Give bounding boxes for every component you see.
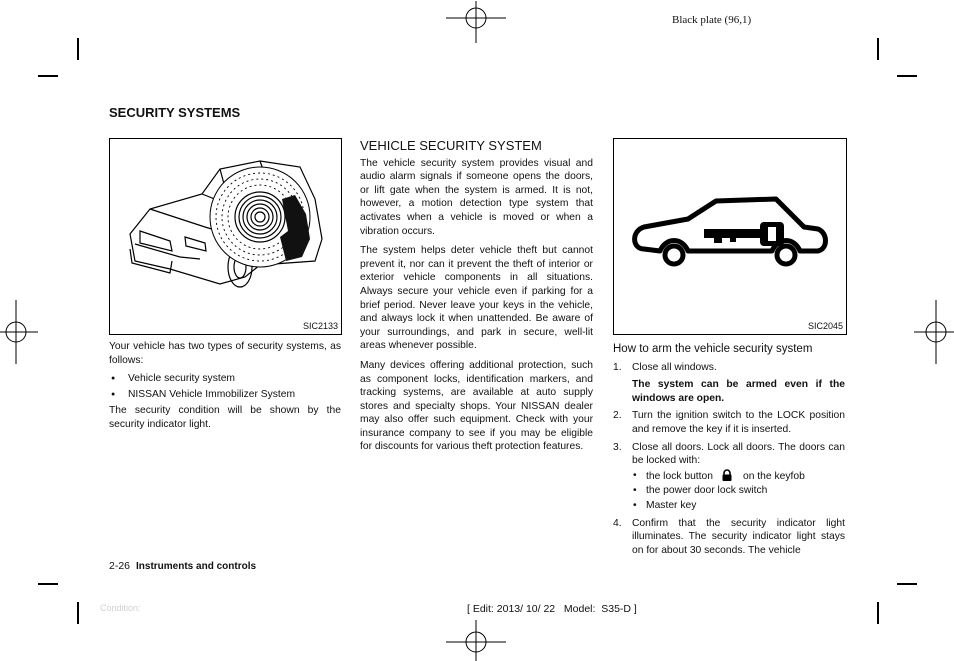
crop-mark [897, 583, 917, 585]
list-item [632, 469, 845, 484]
step-item [613, 517, 845, 558]
crop-mark [38, 75, 58, 77]
step-text: Turn the ignition switch to the LOCK position and remove the key if it is inserted. [632, 410, 845, 435]
intro-text: Your vehicle has two types of security systems, as follows: [109, 341, 341, 366]
crop-mark [77, 38, 79, 60]
registration-mark-right [914, 300, 954, 364]
crop-mark [38, 583, 58, 585]
registration-mark-top [446, 1, 506, 43]
security-types-list [109, 372, 341, 401]
step-item [613, 441, 845, 513]
figure-vehicle-security [109, 138, 342, 335]
lock-button-text: the lock button [646, 470, 713, 482]
figure-code: SIC2133 [302, 321, 338, 331]
step-number: 3. [613, 441, 622, 453]
list-item: ● NISSAN Vehicle Immobilizer System [109, 388, 341, 402]
registration-mark-left [0, 300, 38, 364]
step-text: Close all doors. Lock all doors. The doors can be locked with: [632, 441, 845, 467]
paragraph: The system helps deter vehicle theft but cannot prevent it, nor can it prevent the theft of interior or exterior vehicle components in all situations. Always secure your vehicle even if parking for a brief period. Never leave your keys in the vehicle, and always lock it when unattended. Be aware of your surroundings, and park in secure, well-lit areas whenever possible. [360, 245, 593, 352]
subsection-heading: VEHICLE SECURITY SYSTEM [360, 138, 542, 153]
car-key-symbol [614, 139, 846, 334]
step-item [613, 409, 845, 436]
plate-label: Black plate (96,1) [672, 14, 752, 26]
crop-mark [877, 38, 879, 60]
procedure-heading: How to arm the vehicle security system [613, 343, 813, 355]
right-column [613, 343, 845, 561]
figure-security-indicator [613, 138, 847, 335]
step-number: 2. [613, 410, 622, 422]
crop-mark [877, 602, 879, 624]
list-item: • the power door lock switch [632, 484, 845, 498]
middle-column [360, 139, 593, 460]
step-note: The system can be armed even if the windows are open. [632, 379, 845, 404]
page-footer [109, 560, 256, 572]
step-text: Close all windows. [632, 361, 717, 373]
registration-mark-bottom [446, 620, 506, 661]
paragraph: The vehicle security system provides visual and audio alarm signals if someone opens the doors, or lift gate when the system is armed. It is not, however, a motion detection type system that activates when a vehicle is moved or when a vibration occurs. [360, 157, 593, 237]
vehicle-illustration [110, 139, 341, 334]
step-number: 1. [613, 361, 622, 373]
outro-text: The security condition will be shown by the security indicator light. [109, 405, 341, 430]
lock-icon [719, 469, 735, 481]
chapter-title: Instruments and controls [136, 561, 257, 572]
step-number: 4. [613, 517, 622, 529]
list-item: • Master key [632, 499, 845, 513]
section-title: SECURITY SYSTEMS [109, 105, 241, 120]
list-item: ● Vehicle security system [109, 372, 341, 386]
crop-mark [77, 602, 79, 624]
figure-code: SIC2045 [807, 321, 843, 331]
paragraph: Many devices offering additional protection, such as component locks, identification markers, and tracking systems, are available at auto supply stores and specialty shops. Your NISSAN dealer may also offer such equipment. Check with your insurance company to see if you may be eligible for discounts for various theft protection features. [360, 359, 593, 453]
keyfob-text: on the keyfob [742, 470, 805, 482]
page-number: 2-26 [109, 560, 131, 572]
arming-steps [613, 361, 845, 558]
lock-methods-list [632, 469, 845, 513]
edit-info: [ Edit: 2013/ 10/ 22 Model: S35-D ] [467, 603, 637, 615]
crop-mark [897, 75, 917, 77]
condition-label: Condition: [100, 603, 141, 613]
left-column [109, 340, 341, 438]
step-text: Confirm that the security indicator light illuminates. The security indicator light stays on for about 30 seconds. The vehicle [632, 517, 845, 556]
step-item [613, 361, 845, 406]
